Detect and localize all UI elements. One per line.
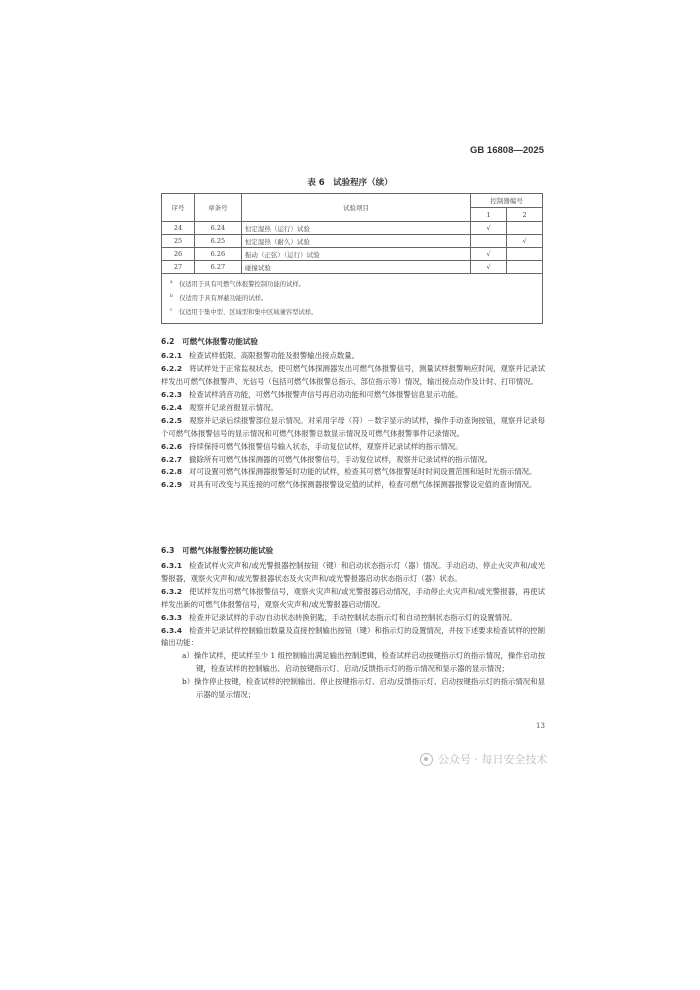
header-seq: 序号 — [162, 194, 195, 222]
header-controller-number: 控制器编号 — [471, 194, 543, 208]
paragraph: 6.2.2 将试样处于正常监视状态，使可燃气体探测器发出可燃气体报警信号，测量试样报警响应时间，观察并记录试样发出可燃气体报警声、光信号（包括可燃气体报警总指示、部位指示等）情况，输出接点动作及计时、打印情况。 — [161, 363, 545, 386]
row-clause: 6.25 — [194, 235, 241, 248]
page-number: 13 — [536, 722, 545, 730]
table-note: $^c$ 仅适用于集中型、区域型和集中区域兼容型试样。 — [170, 308, 318, 317]
row-check-1: √ — [471, 222, 507, 235]
paragraph: 6.2.8 对可设置可燃气体探测器报警延时功能的试样，检查其可燃气体报警延时时间设置范围和延时光指示情况。 — [161, 467, 537, 477]
row-check-2 — [507, 261, 543, 274]
table-row — [162, 235, 543, 248]
row-item: 碰撞试验 — [241, 261, 470, 274]
section-6-2-body — [161, 350, 545, 492]
paragraph: 6.2.9 对具有可改变与其连接的可燃气体探测器报警设定值的试样，检查可燃气体探测器报警设定值的查询情况。 — [161, 480, 537, 490]
row-clause: 6.24 — [194, 222, 241, 235]
table-row — [162, 261, 543, 274]
wechat-icon — [420, 753, 433, 766]
row-seq: 26 — [162, 248, 195, 261]
table-row — [162, 248, 543, 261]
section-heading-6-2: 6.2 可燃气体报警功能试验 — [161, 337, 258, 346]
row-check-1: √ — [471, 261, 507, 274]
paragraph: 6.3.2 使试样发出可燃气体报警信号，观察火灾声和/或光警报器启动情况，手动停止火灾声和/或光警报器，再使试样发出新的可燃气体报警信号，观察火灾声和/或光警报器启动情况。 — [161, 586, 545, 609]
row-item: 恒定湿热（耐久）试验 — [241, 235, 470, 248]
paragraph: 6.2.5 观察并记录后续报警部位显示情况。对采用字母（符）－数字显示的试样，操作手动查询按钮，观察并记录每个可燃气体报警信号的显示情况和可燃气体报警总数显示情况及可燃气体报警事件记录情况。 — [161, 415, 545, 438]
table-notes — [162, 274, 543, 324]
paragraph: 6.2.7 撤除所有可燃气体探测器的可燃气体报警信号，手动复位试样，观察并记录试样的指示情况。 — [161, 454, 493, 464]
section-heading-6-3: 6.3 可燃气体报警控制功能试验 — [161, 546, 274, 555]
header-item: 试验项目 — [241, 194, 470, 222]
row-item: 振动（正弦）（运行）试验 — [241, 248, 470, 261]
paragraph: 6.2.6 持续保持可燃气体报警信号输入状态，手动复位试样，观察并记录试样的指示情况。 — [161, 441, 463, 451]
row-item: 恒定湿热（运行）试验 — [241, 222, 470, 235]
row-seq: 27 — [162, 261, 195, 274]
paragraph: 6.2.4 观察并记录首报显示情况。 — [161, 402, 278, 412]
row-seq: 24 — [162, 222, 195, 235]
header-controller-1: 1 — [471, 208, 507, 222]
list-item: b）操作停止按键，检查试样的控制输出、停止按键指示灯、启动/反馈指示灯、启动按键指示灯的指示情况和显示器的显示情况； — [182, 677, 546, 699]
row-check-2 — [507, 222, 543, 235]
table-caption: 表 6 试验程序（续） — [307, 178, 393, 188]
watermark-text: 公众号 · 每日安全技术 — [438, 753, 548, 766]
table-row — [162, 222, 543, 235]
paragraph: 6.3.3 检查并记录试样的手动/自动状态转换钥匙，手动控制状态指示灯和自动控制状态指示灯的设置情况。 — [161, 612, 517, 622]
row-clause: 6.27 — [194, 261, 241, 274]
watermark — [420, 751, 548, 767]
paragraph: 6.2.1 检查试样低限、高限报警功能及报警输出接点数量。 — [161, 351, 360, 360]
row-check-2 — [507, 248, 543, 261]
row-check-1: √ — [471, 248, 507, 261]
paragraph: 6.3.4 检查并记录试样控制输出数量及直接控制输出按钮（键）和指示灯的设置情况，并按下述要求检查试样的控制输出功能： — [161, 625, 545, 648]
section-6-3-body — [161, 560, 545, 702]
paragraph: 6.3.1 检查试样火灾声和/或光警报器控制按钮（键）和启动状态指示灯（器）情况。手动启动、停止火灾声和/或光警报器，观察火灾声和/或光警报器状态及火灾声和/或光警报器启动状态指示灯（器）状态。 — [161, 561, 545, 583]
standard-number: GB 16808—2025 — [470, 145, 544, 156]
test-procedure-table — [161, 193, 543, 324]
row-check-2: √ — [507, 235, 543, 248]
header-clause: 章条号 — [194, 194, 241, 222]
list-item: a）操作试样，使试样至少 1 组控制输出满足输出控制逻辑，检查试样启动按键指示灯的指示情况，操作启动按键，检查试样的控制输出、启动按键指示灯、启动/反馈指示灯的指示情况和显示器的显示情况； — [182, 651, 545, 674]
row-clause: 6.26 — [194, 248, 241, 261]
paragraph: 6.2.3 检查试样消音功能，可燃气体报警声信号再启动功能和可燃气体报警信息显示功能。 — [161, 389, 463, 399]
row-seq: 25 — [162, 235, 195, 248]
table-note: $^a$ 仅适用于具有可燃气体报警控制功能的试样。 — [170, 280, 305, 289]
header-controller-2: 2 — [507, 208, 543, 222]
row-check-1 — [471, 235, 507, 248]
table-note: $^b$ 仅适用于具有屏蔽功能的试样。 — [170, 294, 268, 303]
